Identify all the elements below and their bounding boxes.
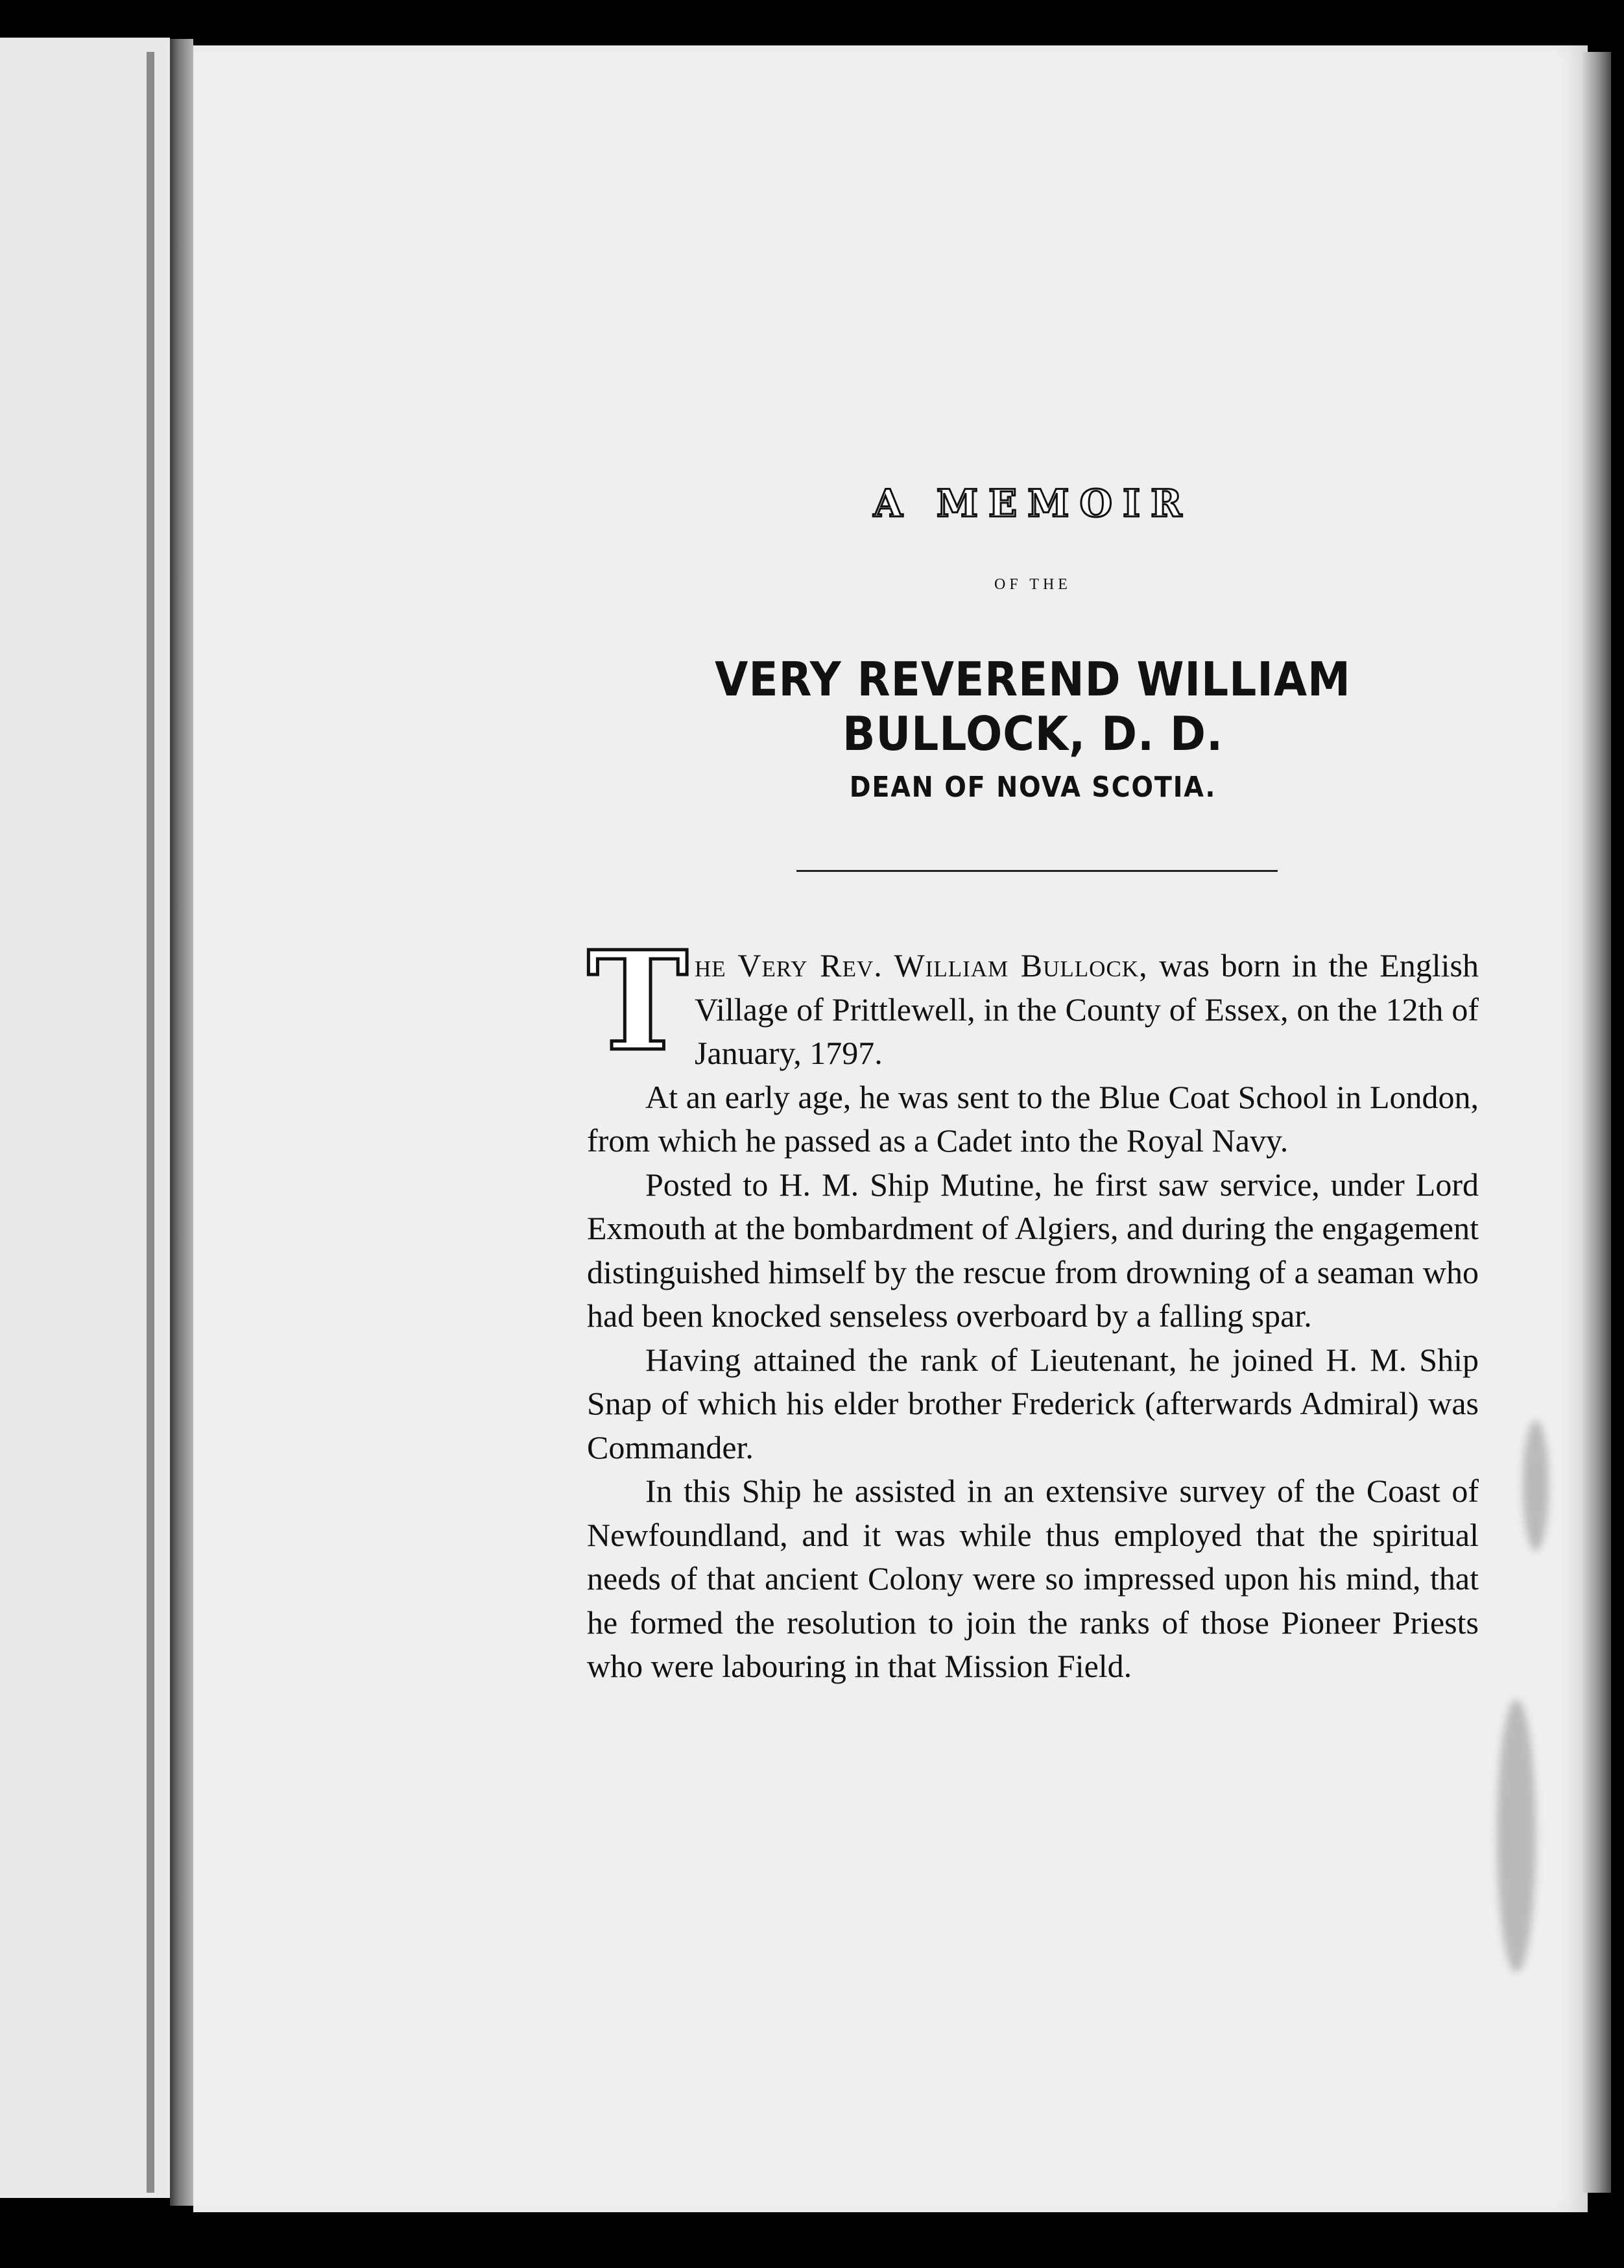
divider-rule (796, 870, 1278, 872)
paragraph-1-rest: was born in the English Village of Prittlewell, in the County of Essex, on the 12th of January, 1797. (695, 947, 1479, 1071)
office-subtitle: DEAN OF NOVA SCOTIA. (849, 771, 1217, 804)
drop-cap-letter: T (587, 921, 689, 1081)
paragraph-1 (587, 944, 1479, 1076)
facing-page (0, 38, 170, 2198)
paragraph-4: Having attained the rank of Lieutenant, he joined H. M. Ship Snap of which his elder brother Frederick (afterwards Admiral) was Commander. (587, 1341, 1479, 1466)
paragraph-3: Posted to H. M. Ship Mutine, he first saw service, under Lord Exmouth at the bombardment of Algiers, and during the engagement distinguished himself by the rescue from drowning of a seaman who had been knocked senseless overboard by a falling spar. (587, 1166, 1479, 1334)
of-the-line: OF THE (994, 576, 1071, 593)
ornamental-drop-cap (587, 921, 689, 1081)
page-right-edge (1582, 52, 1611, 2193)
page-stain (1497, 1700, 1536, 1972)
page-stain (1523, 1421, 1549, 1550)
book-gutter (170, 39, 193, 2206)
facing-page-edge (147, 52, 154, 2193)
subject-name-heading: VERY REVEREND WILLIAM BULLOCK, D. D. (715, 652, 1351, 761)
paragraph-2: At an early age, he was sent to the Blue Coat School in London, from which he passed as a Cadet into the Royal Navy. (587, 1078, 1479, 1159)
memoir-title: A MEMOIR (873, 481, 1193, 525)
paragraph-5: In this Ship he assisted in an extensive survey of the Coast of Newfoundland, and it was while thus employed that the spiritual needs of that ancient Colony were so impressed upon his mind, that he formed the resolution to join the ranks of those Pioneer Priests who were labouring in that Mission Field. (587, 1473, 1479, 1684)
memoir-body (587, 921, 1479, 1689)
book-page (193, 45, 1588, 2212)
paragraph-1-smallcaps: he Very Rev. William Bullock, (695, 947, 1148, 983)
